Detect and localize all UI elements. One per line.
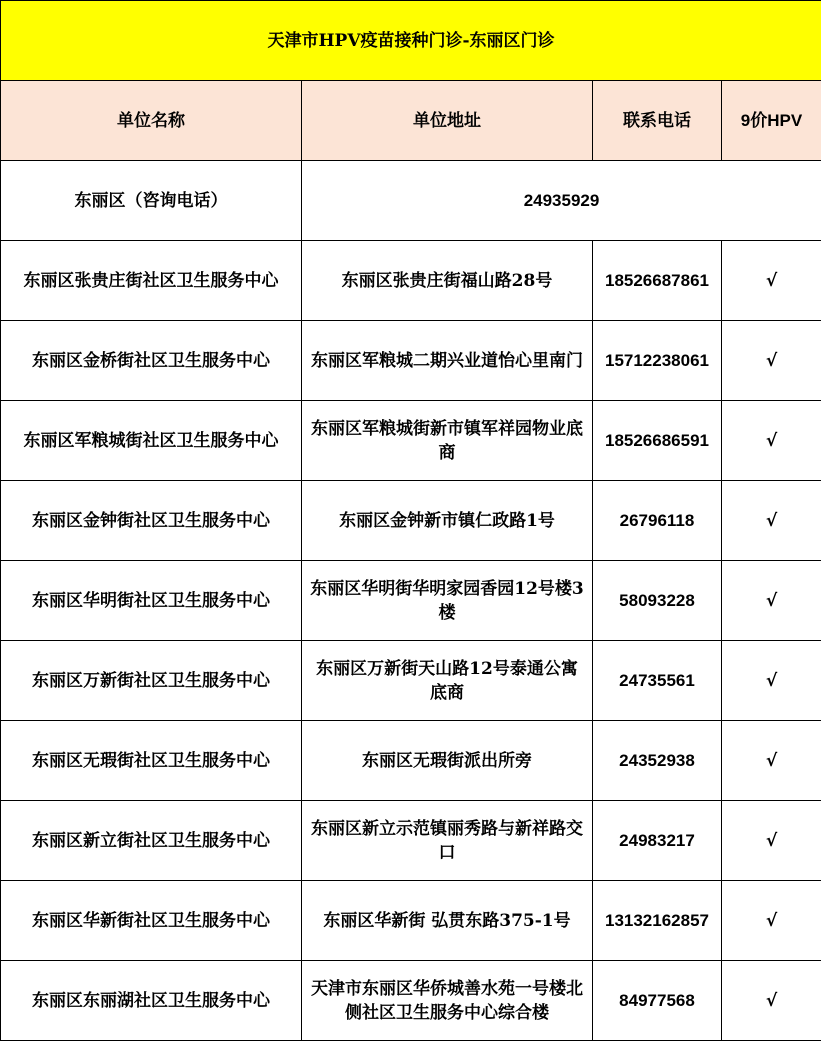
- clinic-name: 东丽区华新街社区卫生服务中心: [1, 881, 302, 961]
- header-row: [1, 81, 821, 161]
- table-row: [1, 961, 821, 1041]
- clinic-phone: 13132162857: [593, 881, 722, 961]
- table-row: [1, 641, 821, 721]
- clinic-phone: 15712238061: [593, 321, 722, 401]
- clinic-name: 东丽区华明街社区卫生服务中心: [1, 561, 302, 641]
- header-hpv9: 9价HPV: [722, 81, 821, 161]
- consult-label: 东丽区（咨询电话）: [1, 161, 302, 241]
- consult-phone: 24935929: [302, 161, 821, 241]
- title-row: [1, 1, 821, 81]
- clinic-phone: 26796118: [593, 481, 722, 561]
- clinic-address: 东丽区无瑕街派出所旁: [302, 721, 593, 801]
- clinic-phone: 24352938: [593, 721, 722, 801]
- table-title: 天津市HPV疫苗接种门诊-东丽区门诊: [1, 1, 821, 81]
- hpv9-check: √: [722, 321, 821, 401]
- clinic-address: 东丽区张贵庄街福山路28号: [302, 241, 593, 321]
- table-row: [1, 721, 821, 801]
- header-name: 单位名称: [1, 81, 302, 161]
- clinic-address: 东丽区华新街 弘贯东路375-1号: [302, 881, 593, 961]
- table-row: [1, 881, 821, 961]
- clinic-phone: 84977568: [593, 961, 722, 1041]
- clinic-address: 东丽区新立示范镇丽秀路与新祥路交口: [302, 801, 593, 881]
- hpv9-check: √: [722, 561, 821, 641]
- clinic-address: 天津市东丽区华侨城善水苑一号楼北侧社区卫生服务中心综合楼: [302, 961, 593, 1041]
- hpv9-check: √: [722, 401, 821, 481]
- header-address: 单位地址: [302, 81, 593, 161]
- consult-row: [1, 161, 821, 241]
- clinic-phone: 24735561: [593, 641, 722, 721]
- table-row: [1, 321, 821, 401]
- clinic-phone: 18526687861: [593, 241, 722, 321]
- clinic-address: 东丽区万新街天山路12号泰通公寓底商: [302, 641, 593, 721]
- clinic-address: 东丽区金钟新市镇仁政路1号: [302, 481, 593, 561]
- table-row: [1, 401, 821, 481]
- hpv9-check: √: [722, 961, 821, 1041]
- clinic-name: 东丽区万新街社区卫生服务中心: [1, 641, 302, 721]
- clinic-name: 东丽区金钟街社区卫生服务中心: [1, 481, 302, 561]
- table-row: [1, 561, 821, 641]
- clinic-name: 东丽区军粮城街社区卫生服务中心: [1, 401, 302, 481]
- clinic-address: 东丽区军粮城街新市镇军祥园物业底商: [302, 401, 593, 481]
- clinic-address: 东丽区军粮城二期兴业道怡心里南门: [302, 321, 593, 401]
- hpv9-check: √: [722, 721, 821, 801]
- table-row: [1, 801, 821, 881]
- clinic-phone: 24983217: [593, 801, 722, 881]
- clinic-phone: 18526686591: [593, 401, 722, 481]
- clinic-name: 东丽区新立街社区卫生服务中心: [1, 801, 302, 881]
- clinic-name: 东丽区无瑕街社区卫生服务中心: [1, 721, 302, 801]
- clinic-name: 东丽区张贵庄街社区卫生服务中心: [1, 241, 302, 321]
- hpv9-check: √: [722, 881, 821, 961]
- hpv9-check: √: [722, 641, 821, 721]
- clinic-name: 东丽区金桥街社区卫生服务中心: [1, 321, 302, 401]
- table-row: [1, 481, 821, 561]
- header-phone: 联系电话: [593, 81, 722, 161]
- clinic-name: 东丽区东丽湖社区卫生服务中心: [1, 961, 302, 1041]
- clinic-address: 东丽区华明街华明家园香园12号楼3楼: [302, 561, 593, 641]
- hpv9-check: √: [722, 481, 821, 561]
- hpv9-check: √: [722, 801, 821, 881]
- clinic-phone: 58093228: [593, 561, 722, 641]
- hpv9-check: √: [722, 241, 821, 321]
- table-row: [1, 241, 821, 321]
